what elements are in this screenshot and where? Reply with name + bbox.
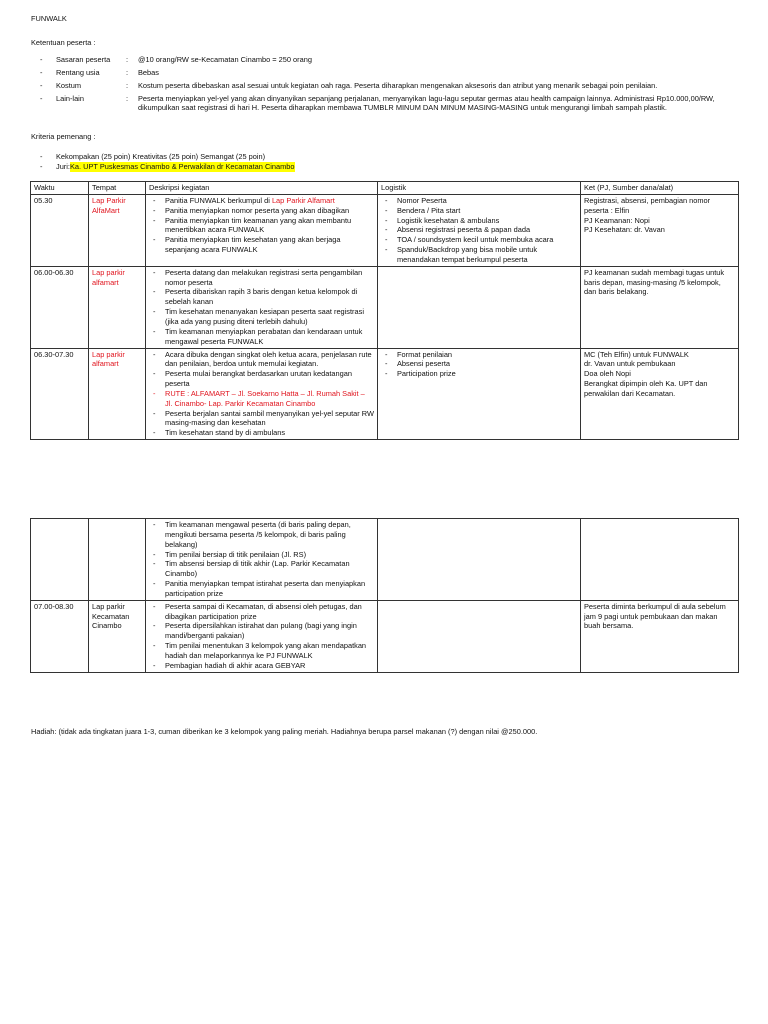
list-item: - Panitia menyiapkan tempat istirahat peserta dan menyiapkan participation prize bbox=[149, 579, 374, 599]
ketentuan-label: Ketentuan peserta : bbox=[31, 38, 96, 47]
cell-tempat: Lap parkir Kecamatan Cinambo bbox=[89, 600, 146, 672]
list-item: - Participation prize bbox=[381, 369, 577, 379]
schedule-table-continued bbox=[30, 518, 739, 673]
kriteria-list bbox=[40, 152, 740, 172]
list-item: - TOA / soundsystem kecil untuk membuka acara bbox=[381, 235, 577, 245]
schedule-table bbox=[30, 181, 739, 440]
list-item: - Peserta sampai di Kecamatan, di absensi oleh petugas, dan dibagikan participation prize bbox=[149, 602, 374, 622]
list-item: - Spanduk/Backdrop yang bisa mobile untuk menandakan tempat berkumpul peserta bbox=[381, 245, 577, 265]
cell-deskripsi bbox=[146, 519, 378, 601]
cell-tempat: Lap Parkir AlfaMart bbox=[89, 194, 146, 266]
list-item: - Peserta datang dan melakukan registrasi serta pengambilan nomor peserta bbox=[149, 268, 374, 288]
header-logistik: Logistik bbox=[378, 182, 581, 195]
list-item: - Tim keamanan menyiapkan perabatan dan kendaraan untuk mengawal peserta FUNWALK bbox=[149, 327, 374, 347]
cell-deskripsi bbox=[146, 348, 378, 440]
table-row bbox=[31, 519, 739, 601]
kriteria-item: - Kekompakan (25 poin) Kreativitas (25 poin) Semangat (25 poin) bbox=[40, 152, 266, 161]
list-item: - Panitia menyiapkan tim keamanan yang akan membantu menertibkan acara FUNWALK bbox=[149, 216, 374, 236]
table-row bbox=[31, 600, 739, 672]
juri-value: Ka. UPT Puskesmas Cinambo & Perwakilan dr Kecamatan Cinambo bbox=[69, 161, 295, 171]
table-row bbox=[31, 348, 739, 440]
cell-logistik bbox=[378, 266, 581, 348]
ketentuan-key: Kostum bbox=[56, 80, 82, 90]
list-item: - Pembagian hadiah di akhir acara GEBYAR bbox=[149, 661, 374, 671]
ketentuan-value: Peserta menyiapkan yel-yel yang akan dinyanyikan sepanjang perjalanan, menyanyikan lagu-lagu seputar germas atau health campaign lainnya. Administrasi Rp10.000,00/RW, dikumpulkan saat registrasi di hari H. Peserta diharapkan membawa TUMBLR MINUM DAN MINUM MASING-MASING untuk mengurangi limbah sampah plastik. bbox=[138, 93, 715, 113]
cell-waktu: 06.00-06.30 bbox=[31, 266, 89, 348]
list-item: - Peserta dibariskan rapih 3 baris dengan ketua kelompok di sebelah kanan bbox=[149, 287, 374, 307]
cell-waktu: 06.30-07.30 bbox=[31, 348, 89, 440]
header-tempat: Tempat bbox=[89, 182, 146, 195]
cell-ket: Registrasi, absensi, pembagian nomor peserta : Elfin PJ Keamanan: Nopi PJ Kesehatan: dr. Vavan bbox=[581, 194, 739, 266]
ketentuan-item: - Rentang usia : Bebas bbox=[40, 68, 740, 78]
ketentuan-item: - Lain-lain : Peserta menyiapkan yel-yel yang akan dinyanyikan sepanjang perjalanan, menyanyikan lagu-lagu seputar germas atau health campaign lainnya. Administrasi Rp10.000,00/RW, dikumpulkan saat registrasi di hari H. Peserta diharapkan membawa TUMBLR MINUM DAN MINUM MASING-MASING untuk mengurangi limbah sampah plastik. bbox=[40, 94, 740, 114]
table-row bbox=[31, 266, 739, 348]
list-item: - Absensi peserta bbox=[381, 359, 577, 369]
header-deskripsi: Deskripsi kegiatan bbox=[146, 182, 378, 195]
cell-waktu: 05.30 bbox=[31, 194, 89, 266]
document-title: FUNWALK bbox=[31, 14, 67, 23]
ketentuan-key: Sasaran peserta bbox=[56, 55, 111, 64]
kriteria-label: Kriteria pemenang : bbox=[31, 132, 96, 141]
list-item: - Logistik kesehatan & ambulans bbox=[381, 216, 577, 226]
list-item: - Tim penilai bersiap di titik penilaian (Jl. RS) bbox=[149, 550, 374, 560]
ketentuan-value: Bebas bbox=[138, 67, 159, 77]
cell-ket: PJ keamanan sudah membagi tugas untuk baris depan, masing-masing /5 kelompok, dan baris belakang. bbox=[581, 266, 739, 348]
cell-tempat bbox=[89, 519, 146, 601]
cell-deskripsi bbox=[146, 266, 378, 348]
hadiah-note: Hadiah: (tidak ada tingkatan juara 1-3, cuman diberikan ke 3 kelompok yang paling meriah. Hadiahnya berupa parsel makanan (?) dengan nilai @250.000. bbox=[31, 727, 538, 736]
header-waktu: Waktu bbox=[31, 182, 89, 195]
header-ket: Ket (PJ, Sumber dana/alat) bbox=[581, 182, 739, 195]
cell-ket bbox=[581, 519, 739, 601]
list-item: - Peserta mulai berangkat berdasarkan urutan kedatangan peserta bbox=[149, 369, 374, 389]
cell-tempat: Lap parkir alfamart bbox=[89, 348, 146, 440]
cell-waktu: 07.00-08.30 bbox=[31, 600, 89, 672]
ketentuan-value: @10 orang/RW se-Kecamatan Cinambo = 250 orang bbox=[138, 55, 312, 64]
juri-prefix: Juri: bbox=[56, 161, 70, 171]
list-item: - Acara dibuka dengan singkat oleh ketua acara, penjelasan rute dan penilaian, berdoa untuk memulai kegiatan. bbox=[149, 350, 374, 370]
cell-logistik bbox=[378, 348, 581, 440]
ketentuan-item: - Kostum : Kostum peserta dibebaskan asal sesuai untuk kegiatan oah raga. Peserta diharapkan mengenakan aksesoris dan atribut yang menarik sebagai poin penilaian. bbox=[40, 81, 740, 91]
cell-waktu bbox=[31, 519, 89, 601]
cell-tempat: Lap parkir alfamart bbox=[89, 266, 146, 348]
list-item: - Panitia menyiapkan nomor peserta yang akan dibagikan bbox=[149, 206, 374, 216]
ketentuan-key: Lain-lain bbox=[56, 93, 84, 103]
table-header-row bbox=[31, 182, 739, 195]
list-item: - Peserta berjalan santai sambil menyanyikan yel-yel seputar RW masing-masing dan kesehatan bbox=[149, 409, 374, 429]
cell-deskripsi bbox=[146, 600, 378, 672]
cell-logistik bbox=[378, 600, 581, 672]
list-item: - Peserta dipersilahkan istirahat dan pulang (bagi yang ingin mandi/berganti pakaian) bbox=[149, 621, 374, 641]
ketentuan-list bbox=[40, 55, 740, 113]
list-item: - Panitia FUNWALK berkumpul di Lap Parkir Alfamart bbox=[149, 196, 374, 206]
list-item: - Bendera / Pita start bbox=[381, 206, 577, 216]
kriteria-points: Kekompakan (25 poin) Kreativitas (25 poin) Semangat (25 poin) bbox=[56, 152, 266, 161]
list-item: - Tim kesehatan stand by di ambulans bbox=[149, 428, 374, 438]
ketentuan-key: Rentang usia bbox=[56, 67, 100, 77]
cell-ket: Peserta diminta berkumpul di aula sebelum jam 9 pagi untuk pembukaan dan makan buah bersama. bbox=[581, 600, 739, 672]
cell-logistik bbox=[378, 519, 581, 601]
route-item: - RUTE : ALFAMART – Jl. Soekarno Hatta – Jl. Rumah Sakit – Jl. Cinambo- Lap. Parkir Kecamatan Cinambo bbox=[149, 389, 374, 409]
juri-item: - Juri: Ka. UPT Puskesmas Cinambo & Perwakilan dr Kecamatan Cinambo bbox=[40, 161, 295, 171]
list-item: - Absensi registrasi peserta & papan dada bbox=[381, 225, 577, 235]
list-item: - Tim kesehatan menanyakan kesiapan peserta saat registrasi (jika ada yang pusing diteni terlebih dahulu) bbox=[149, 307, 374, 327]
ketentuan-item: - Sasaran peserta : @10 orang/RW se-Kecamatan Cinambo = 250 orang bbox=[40, 55, 740, 65]
cell-logistik bbox=[378, 194, 581, 266]
list-item: - Tim penilai menentukan 3 kelompok yang akan mendapatkan hadiah dan melaporkannya ke PJ FUNWALK bbox=[149, 641, 374, 661]
table-row bbox=[31, 194, 739, 266]
cell-ket: MC (Teh Elfin) untuk FUNWALK dr. Vavan untuk pembukaan Doa oleh Nopi Berangkat dipimpin oleh Ka. UPT dan perwakilan dari Kecamatan. bbox=[581, 348, 739, 440]
ketentuan-value: Kostum peserta dibebaskan asal sesuai untuk kegiatan oah raga. Peserta diharapkan mengenakan aksesoris dan atribut yang menarik sebagai poin penilaian. bbox=[138, 80, 658, 90]
cell-deskripsi bbox=[146, 194, 378, 266]
list-item: - Format penilaian bbox=[381, 350, 577, 360]
list-item: - Panitia menyiapkan tim kesehatan yang akan berjaga sepanjang acara FUNWALK bbox=[149, 235, 374, 255]
list-item: - Tim absensi bersiap di titik akhir (Lap. Parkir Kecamatan Cinambo) bbox=[149, 559, 374, 579]
list-item: - Tim keamanan mengawal peserta (di baris paling depan, mengikuti bersama peserta /5 kelompok, di baris paling belakang) bbox=[149, 520, 374, 550]
list-item: - Nomor Peserta bbox=[381, 196, 577, 206]
